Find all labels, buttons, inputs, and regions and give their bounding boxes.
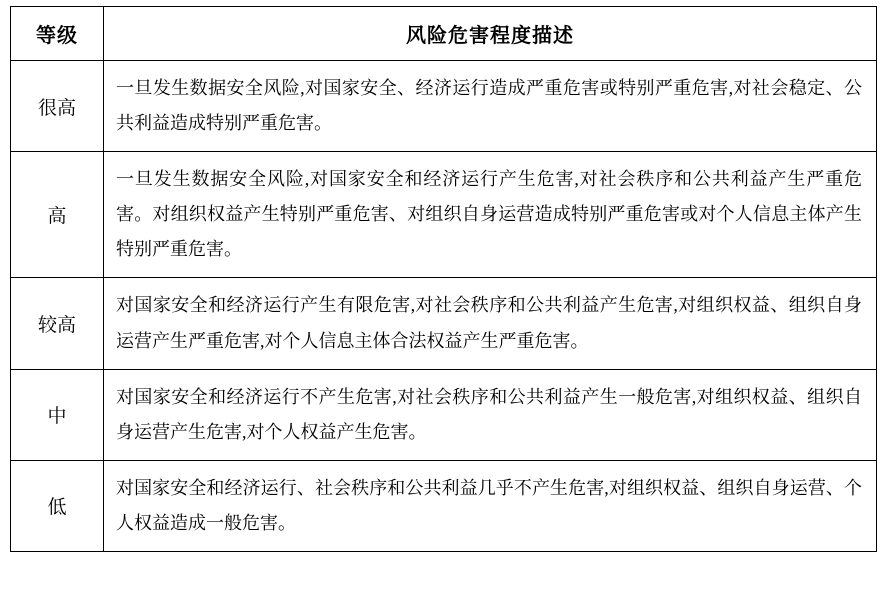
- table-row: [11, 460, 877, 551]
- level-value: 低: [11, 460, 104, 551]
- table-header-row: [11, 7, 877, 61]
- column-header-level: 等级: [11, 7, 104, 61]
- description-text: 对国家安全和经济运行不产生危害,对社会秩序和公共利益产生一般危害,对组织权益、组织自身运营产生危害,对个人权益产生危害。: [116, 386, 862, 442]
- description-value: [104, 61, 877, 152]
- table-row: [11, 278, 877, 369]
- level-value: 中: [11, 369, 104, 460]
- table-row: [11, 369, 877, 460]
- description-value: [104, 278, 877, 369]
- description-text: 一旦发生数据安全风险,对国家安全、经济运行造成严重危害或特别严重危害,对社会稳定、公共利益造成特别严重危害。: [116, 78, 862, 134]
- description-text: 对国家安全和经济运行、社会秩序和公共利益几乎不产生危害,对组织权益、组织自身运营、个人权益造成一般危害。: [116, 477, 862, 533]
- table-row: [11, 61, 877, 152]
- column-header-description: 风险危害程度描述: [104, 7, 877, 61]
- table-row: [11, 152, 877, 278]
- description-text: 一旦发生数据安全风险,对国家安全和经济运行产生危害,对社会秩序和公共利益产生严重危害。对组织权益产生特别严重危害、对组织自身运营造成特别严重危害或对个人信息主体产生特别严重危害。: [116, 169, 862, 260]
- level-value: 高: [11, 152, 104, 278]
- level-value: 较高: [11, 278, 104, 369]
- risk-level-table: [10, 6, 877, 552]
- description-text: 对国家安全和经济运行产生有限危害,对社会秩序和公共利益产生危害,对组织权益、组织自身运营产生严重危害,对个人信息主体合法权益产生严重危害。: [116, 295, 862, 351]
- description-value: [104, 369, 877, 460]
- description-value: [104, 152, 877, 278]
- description-value: [104, 460, 877, 551]
- level-value: 很高: [11, 61, 104, 152]
